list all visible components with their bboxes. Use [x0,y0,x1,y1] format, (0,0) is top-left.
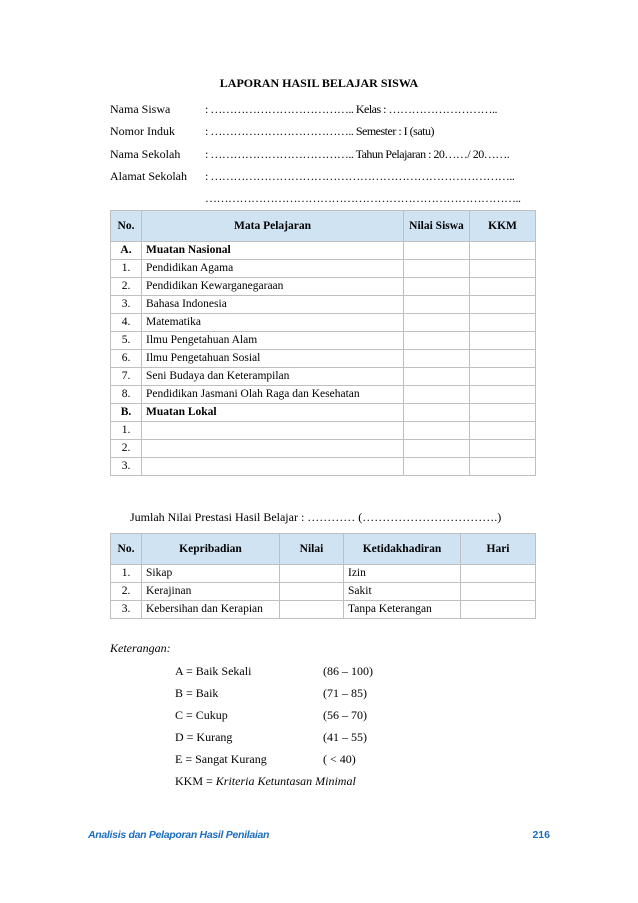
subject-name: Pendidikan Kewarganegaraan [142,278,404,296]
row-number: 7. [111,368,142,386]
section-row [111,242,536,260]
grade-range: (41 – 55) [323,730,367,744]
row-number: 1. [111,260,142,278]
subject-name: Pendidikan Jasmani Olah Raga dan Kesehatan [142,386,404,404]
score-cell [404,332,470,350]
personality-name: Kerajinan [142,583,280,601]
kkm-cell [470,368,536,386]
header-kkm: KKM [470,211,536,242]
row-number: 3. [111,458,142,476]
info-label: Nama Siswa [110,102,171,116]
table-header-row [111,534,536,565]
grade-label: B = Baik [175,686,219,700]
personality-table [110,533,536,619]
score-cell [404,458,470,476]
subject-name: Ilmu Pengetahuan Sosial [142,350,404,368]
header-personality: Kepribadian [142,534,280,565]
page-number: 216 [532,829,550,841]
subject-name [142,422,404,440]
grade-label: C = Cukup [175,708,228,722]
grade-range: (71 – 85) [323,686,367,700]
days-cell [461,601,536,619]
kkm-cell [470,332,536,350]
row-number: A. [111,242,142,260]
kkm-text: Kriteria Ketuntasan Minimal [215,774,356,788]
grade-label: A = Baik Sekali [175,664,252,678]
absence-type: Tanpa Keterangan [344,601,461,619]
subject-name: Bahasa Indonesia [142,296,404,314]
table-row [111,601,536,619]
subject-name: Muatan Nasional [142,242,404,260]
header-no: No. [111,534,142,565]
total-score-line: Jumlah Nilai Prestasi Hasil Belajar : ………… (…………………………….) [130,510,502,524]
info-value: : ……………………………….. Semester : I (satu) [205,124,434,138]
kkm-label: KKM = [175,774,216,788]
table-row [111,368,536,386]
kkm-cell [470,242,536,260]
value-cell [280,565,344,583]
subject-name [142,440,404,458]
kkm-cell [470,314,536,332]
days-cell [461,583,536,601]
table-row [111,565,536,583]
kkm-cell [470,296,536,314]
personality-name: Sikap [142,565,280,583]
value-cell [280,583,344,601]
kkm-definition [175,774,356,789]
subject-name: Ilmu Pengetahuan Alam [142,332,404,350]
footer-title: Analisis dan Pelaporan Hasil Penilaian [88,829,270,841]
row-number: 1. [111,422,142,440]
absence-type: Izin [344,565,461,583]
table-row [111,386,536,404]
table-row [111,332,536,350]
header-subject: Mata Pelajaran [142,211,404,242]
legend-title: Keterangan: [110,641,171,655]
header-absence: Ketidakhadiran [344,534,461,565]
subjects-table [110,210,536,476]
score-cell [404,368,470,386]
info-label: Nama Sekolah [110,147,181,161]
table-row [111,422,536,440]
score-cell [404,422,470,440]
grade-label: E = Sangat Kurang [175,752,267,766]
kkm-cell [470,386,536,404]
table-row [111,440,536,458]
info-value: : ……………………………….. Kelas : ……………………….. [205,102,497,116]
row-number: 2. [111,440,142,458]
row-number: 1. [111,565,142,583]
row-number: 6. [111,350,142,368]
header-days: Hari [461,534,536,565]
score-cell [404,314,470,332]
score-cell [404,260,470,278]
subject-name: Pendidikan Agama [142,260,404,278]
score-cell [404,386,470,404]
section-row [111,404,536,422]
table-row [111,583,536,601]
absence-type: Sakit [344,583,461,601]
table-row [111,314,536,332]
kkm-cell [470,278,536,296]
kkm-cell [470,404,536,422]
grade-range: (86 – 100) [323,664,373,678]
days-cell [461,565,536,583]
row-number: B. [111,404,142,422]
subject-name: Matematika [142,314,404,332]
score-cell [404,296,470,314]
table-row [111,260,536,278]
info-value: ……………………………………………………………………….. [205,191,521,205]
value-cell [280,601,344,619]
personality-name: Kebersihan dan Kerapian [142,601,280,619]
table-header-row [111,211,536,242]
score-cell [404,404,470,422]
header-score: Nilai Siswa [404,211,470,242]
score-cell [404,350,470,368]
kkm-cell [470,350,536,368]
score-cell [404,278,470,296]
header-value: Nilai [280,534,344,565]
row-number: 8. [111,386,142,404]
row-number: 4. [111,314,142,332]
row-number: 3. [111,601,142,619]
info-label: Alamat Sekolah [110,169,187,183]
table-row [111,350,536,368]
subject-name: Seni Budaya dan Keterampilan [142,368,404,386]
kkm-cell [470,422,536,440]
row-number: 2. [111,583,142,601]
kkm-cell [470,458,536,476]
page-title: LAPORAN HASIL BELAJAR SISWA [219,76,419,90]
score-cell [404,440,470,458]
info-label: Nomor Induk [110,124,175,138]
grade-label: D = Kurang [175,730,233,744]
grade-range: ( < 40) [323,752,356,766]
row-number: 5. [111,332,142,350]
subject-name [142,458,404,476]
table-row [111,296,536,314]
info-value: : …………………………………………………………………….. [205,169,515,183]
info-value: : ……………………………….. Tahun Pelajaran : 20……/ 20……. [205,147,510,161]
header-no: No. [111,211,142,242]
kkm-cell [470,260,536,278]
score-cell [404,242,470,260]
row-number: 3. [111,296,142,314]
subject-name: Muatan Lokal [142,404,404,422]
row-number: 2. [111,278,142,296]
table-row [111,278,536,296]
table-row [111,458,536,476]
kkm-cell [470,440,536,458]
grade-range: (56 – 70) [323,708,367,722]
